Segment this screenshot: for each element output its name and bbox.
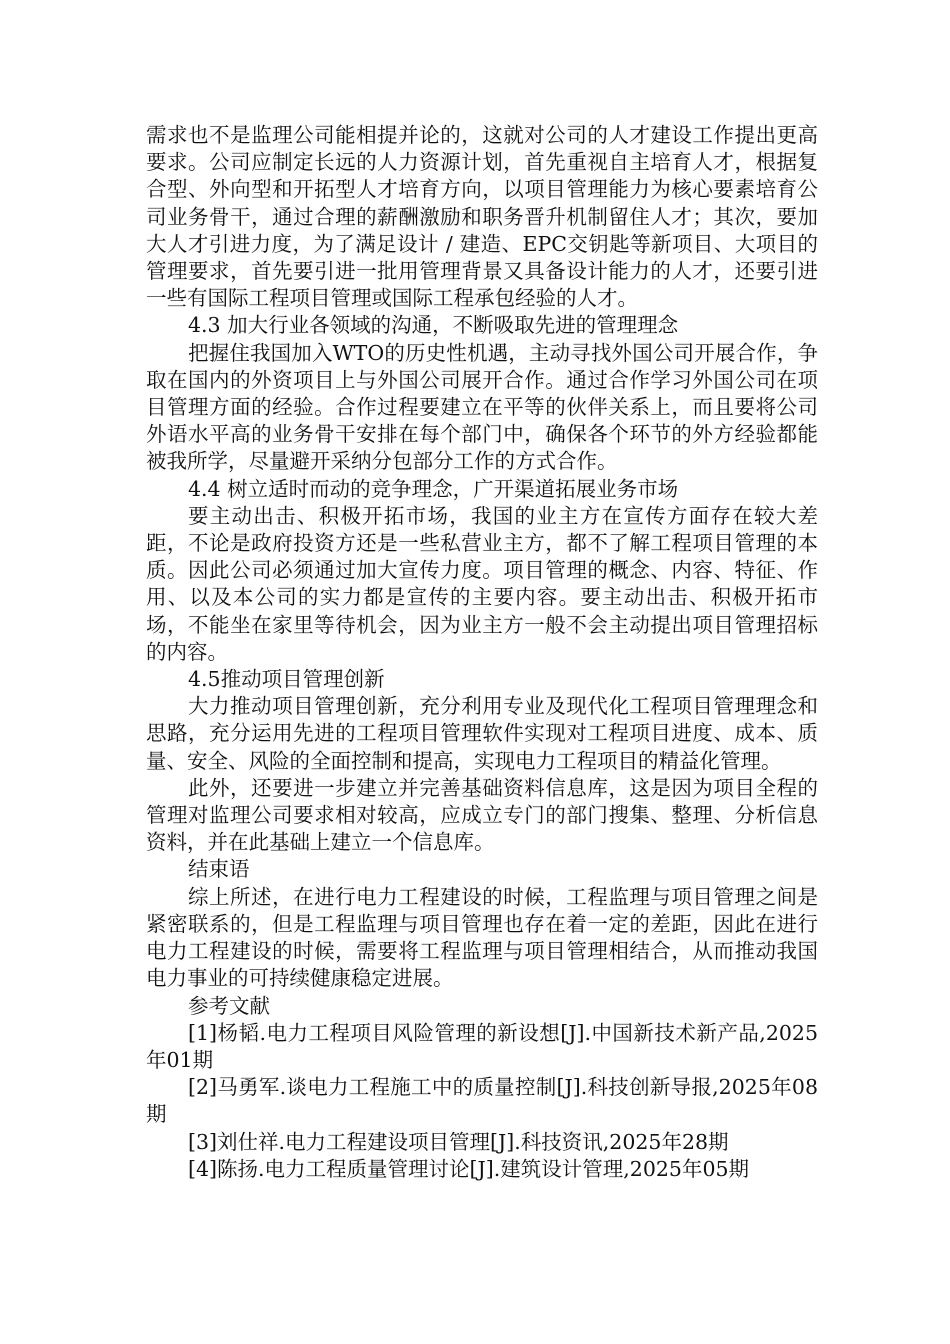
reference-item: [1]杨韬.电力工程项目风险管理的新设想[J].中国新技术新产品,2025年01期 [146, 1020, 818, 1072]
reference-item: [3]刘仕祥.电力工程建设项目管理[J].科技资讯,2025年28期 [188, 1129, 729, 1154]
section-heading-4-3: 4.3 加大行业各领域的沟通，不断吸取先进的管理理念 [188, 313, 679, 338]
document-page [146, 122, 818, 1183]
body-paragraph: 综上所述，在进行电力工程建设的时候，工程监理与项目管理之间是紧密联系的，但是工程监理与项目管理也存在着一定的差距，因此在进行电力工程建设的时候，需要将工程监理与项目管理相结合，从而推动我国电力事业的可持续健康稳定进展。 [146, 884, 818, 991]
body-paragraph: 要主动出击、积极开拓市场，我国的业主方在宣传方面存在较大差距，不论是政府投资方还是一些私营业主方，都不了解工程项目管理的本质。因此公司必须通过加大宣传力度。项目管理的概念、内容、特征、作用、以及本公司的实力都是宣传的主要内容。要主动出击、积极开拓市场，不能坐在家里等待机会，因为业主方一般不会主动提出项目管理招标的内容。 [146, 503, 818, 664]
body-paragraph: 需求也不是监理公司能相提并论的，这就对公司的人才建设工作提出更高要求。公司应制定长远的人力资源计划，首先重视自主培育人才，根据复合型、外向型和开拓型人才培育方向，以项目管理能力为核心要素培育公司业务骨干，通过合理的薪酬激励和职务晋升机制留住人才；其次，要加大人才引进力度，为了满足设计 / 建造、EPC交钥匙等新项目、大项目的管理要求，首先要引进一批用管理背景又具备设计能力的人才，还要引进一些有国际工程项目管理或国际工程承包经验的人才。 [146, 123, 818, 311]
section-heading-4-5: 4.5推动项目管理创新 [188, 667, 385, 692]
conclusion-heading: 结束语 [188, 857, 250, 882]
reference-item: [4]陈扬.电力工程质量管理讨论[J].建筑设计管理,2025年05期 [188, 1156, 750, 1181]
section-heading-4-4: 4.4 树立适时而动的竞争理念，广开渠道拓展业务市场 [188, 476, 679, 501]
body-paragraph: 大力推动项目管理创新，充分利用专业及现代化工程项目管理理念和思路，充分运用先进的工程项目管理软件实现对工程项目进度、成本、质量、安全、风险的全面控制和提高，实现电力工程项目的精益化管理。 [146, 694, 818, 773]
reference-item: [2]马勇军.谈电力工程施工中的质量控制[J].科技创新导报,2025年08期 [146, 1075, 818, 1127]
references-heading: 参考文献 [188, 993, 270, 1018]
body-paragraph: 把握住我国加入WTO的历史性机遇，主动寻找外国公司开展合作，争取在国内的外资项目上与外国公司展开合作。通过合作学习外国公司在项目管理方面的经验。合作过程要建立在平等的伙伴关系上，而且要将公司外语水平高的业务骨干安排在每个部门中，确保各个环节的外方经验都能被我所学，尽量避开采纳分包部分工作的方式合作。 [146, 340, 818, 474]
body-paragraph: 此外，还要进一步建立并完善基础资料信息库，这是因为项目全程的管理对监理公司要求相对较高，应成立专门的部门搜集、整理、分析信息资料，并在此基础上建立一个信息库。 [146, 775, 818, 855]
